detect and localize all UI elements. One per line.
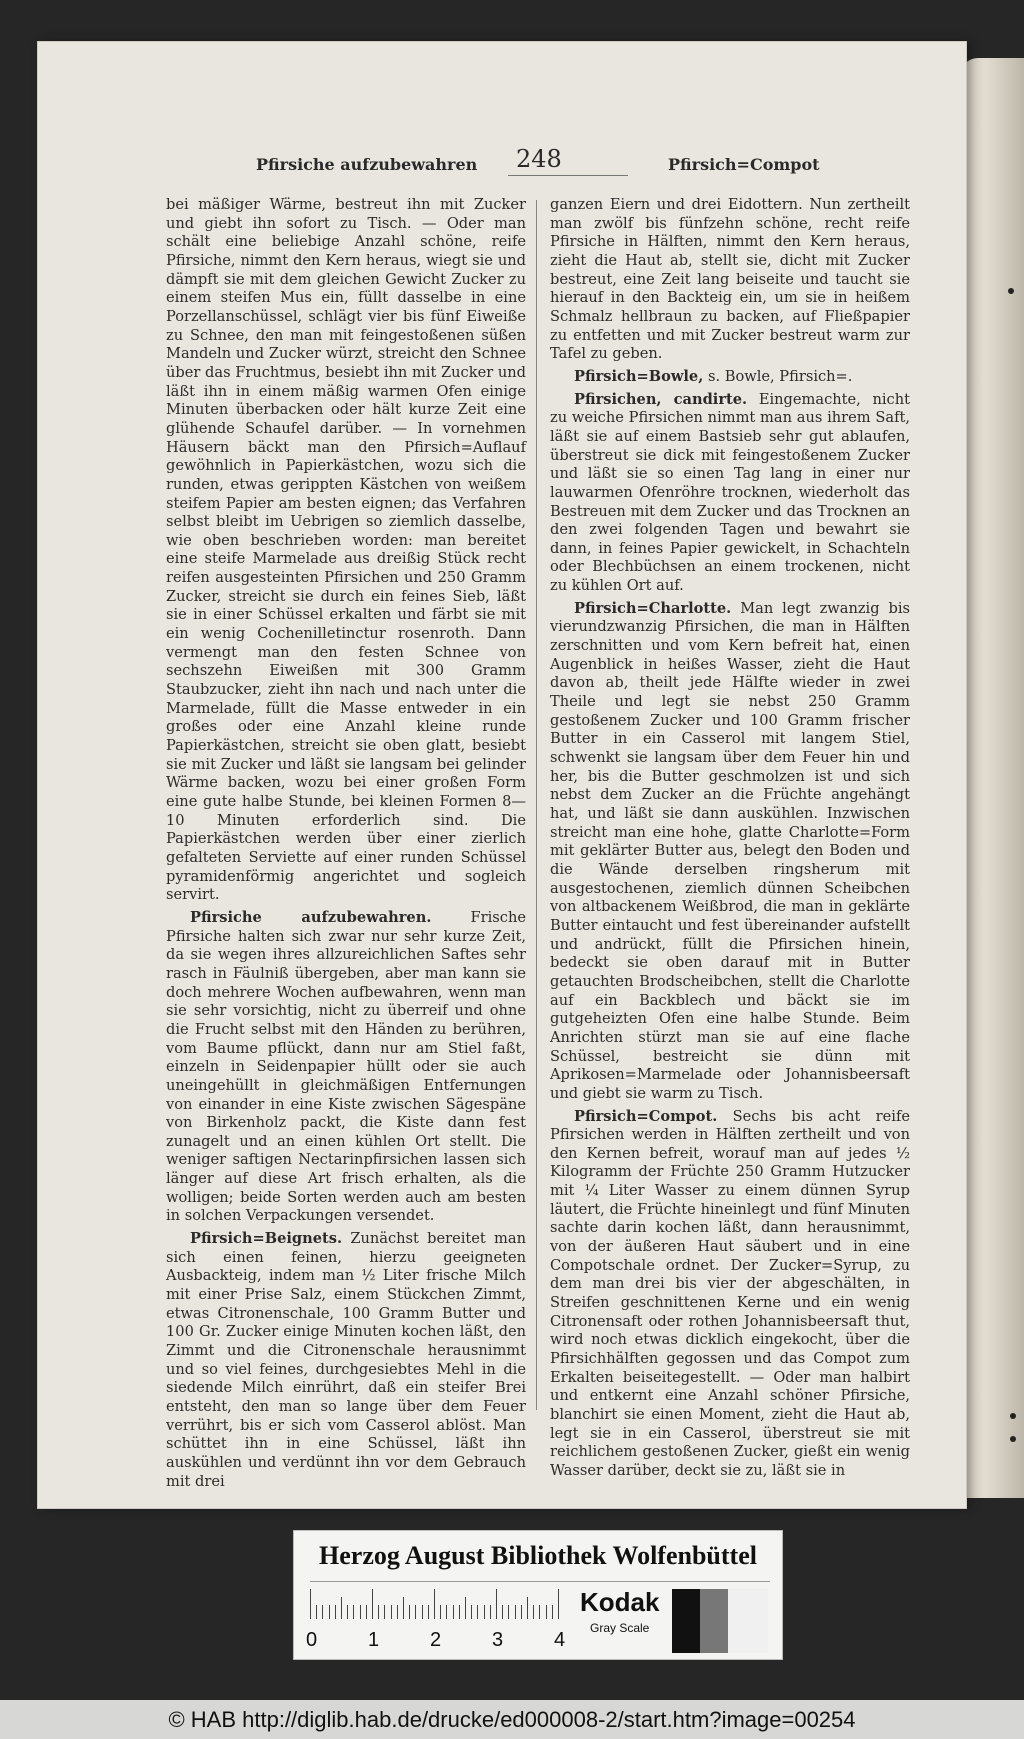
ruler-tick xyxy=(341,1597,342,1619)
ruler-tick xyxy=(533,1605,534,1619)
paragraph xyxy=(166,196,526,905)
gray-swatch xyxy=(728,1589,768,1653)
ruler-tick xyxy=(347,1605,348,1619)
entry-keyword: Pfirsich=Bowle, xyxy=(574,367,704,385)
ruler-tick xyxy=(397,1605,398,1619)
running-header xyxy=(38,145,966,185)
ruler-tick xyxy=(496,1589,497,1619)
next-page-edge xyxy=(960,58,1024,1498)
ruler-tick xyxy=(384,1605,385,1619)
ruler-tick xyxy=(515,1605,516,1619)
ruler-tick xyxy=(539,1605,540,1619)
ruler-tick xyxy=(459,1605,460,1619)
scale-number: 2 xyxy=(430,1629,442,1651)
paragraph xyxy=(166,1230,526,1491)
ruler-tick xyxy=(502,1605,503,1619)
ruler-tick xyxy=(484,1605,485,1619)
ruler-tick xyxy=(310,1589,311,1619)
paragraph xyxy=(166,909,526,1226)
ruler-tick xyxy=(322,1605,323,1619)
ruler-tick xyxy=(403,1597,404,1619)
ruler-tick xyxy=(527,1597,528,1619)
ruler-tick xyxy=(434,1589,435,1619)
column-separator xyxy=(536,200,537,1410)
paragraph-text: Eingemachte, nicht zu weiche Pfirsichen nimmt man aus ihrem Saft, läßt sie auf einem Bastsieb sehr gut ablaufen, überstreut sie dick mit feingestoßenem Zucker und läßt sie so einen Tag lang in einer nur lauwarmen Ofenröhre trocknen, wiederholt das Bestreuen mit dem Zucker und das Trocknen an den zwei folgenden Tagen und bewahrt sie dann, in feines Papier gewickelt, in Schachteln oder Blechbüchsen an einem trockenen, nicht zu kühlen Ort auf. xyxy=(550,390,910,595)
ruler-tick xyxy=(477,1605,478,1619)
ruler-tick xyxy=(521,1605,522,1619)
paragraph-text: s. Bowle, Pfirsich=. xyxy=(703,367,853,385)
entry-keyword: Pfirsich=Beignets. xyxy=(190,1230,343,1248)
ruler-tick xyxy=(329,1605,330,1619)
paragraph-text: Frische Pfirsiche halten sich zwar nur sehr kurze Zeit, da sie wegen ihres allzureichlichen Saftes sehr rasch in Fäulniß übergeben, aber man kann sie doch mehrere Wochen aufbewahren, wenn man sie sehr vorsichtig, nicht zu überreif und ohne die Frucht selbst mit den Händen zu berühren, vom Baume pflückt, dann nur am Stiel faßt, einzeln in Seidenpapier hüllt oder sie auch uneingehüllt in gleichmäßigen Entfernungen von einander in eine Kiste zwischen Sägespäne von Birkenholz packt, die Kiste dann fest zunagelt und an einen kühlen Ort stellt. Die weniger saftigen Nectarinpfirsichen lassen sich länger auf diese Art frisch erhalten, als die wolligen; beide Sorten werden auch am besten in solchen Verpackungen versendet. xyxy=(166,908,526,1225)
paragraph-text: Sechs bis acht reife Pfirsichen werden in Hälften zertheilt und von den Kernen befreit, worauf man auf jedes ½ Kilogramm der Früchte 250 Gramm Hutzucker mit ¼ Liter Wasser zu einem dünnen Syrup läutert, die Früchte hineinlegt und fünf Minuten sachte darin kochen läßt, dann herausnimmt, von der äußeren Haut säubert und in eine Compotschale ordnet. Der Zucker=Syrup, zu dem man drei bis vier der abgeschälten, in Streifen geschnittenen Kerne und ein wenig Citronensaft oder rothen Johannisbeersaft thut, wird noch etwas dicklich eingekocht, über die Pfirsichhälften gegossen und das Compot zum Erkalten beiseitegestellt. — Oder man halbirt und entkernt eine Anzahl schöner Pfirsiche, blanchirt sie einen Moment, zieht die Haut ab, legt sie in ein Casserol, überstreut sie mit reichlichem gestoßenen Zucker, gießt ein wenig Wasser darüber, deckt sie zu, läßt sie in xyxy=(550,1107,910,1479)
ruler-tick xyxy=(366,1605,367,1619)
scale-number: 1 xyxy=(368,1629,380,1651)
paragraph-text: Man legt zwanzig bis vierundzwanzig Pfirsichen, die man in Hälften zerschnitten und vom Kern befreit hat, einen Augenblick in heißes Wasser, zieht die Haut davon ab, theilt jede Hälfte wieder in zwei Theile und legt sie nebst 250 Gramm gestoßenem Zucker und 100 Gramm frischer Butter in ein Casserol mit langem Stiel, schwenkt sie langsam über dem Feuer hin und her, bis die Butter geschmolzen ist und sich nebst dem Zucker an die Früchte angehängt hat, und läßt sie dann auskühlen. Inzwischen streicht man eine hohe, glatte Charlotte=Form mit geklärter Butter aus, belegt den Boden und die Wände derselben ringsherum mit ausgestochenen, ziemlich dünnen Scheibchen von altbackenem Weißbrod, die man in geklärte Butter eintaucht und fest übereinander aufstellt und andrückt, füllt die Pfirsichen hinein, bedeckt sie oben darauf mit in Butter getauchten Brodscheibchen, stellt die Charlotte auf ein Backblech und bäckt sie im gutgeheizten Ofen eine halbe Stunde. Beim Anrichten stürzt man sie auf eine flache Schüssel, bestreicht sie dünn mit Aprikosen=Marmelade oder Johannisbeersaft und giebt sie warm zu Tisch. xyxy=(550,599,910,1102)
ruler-tick xyxy=(316,1605,317,1619)
ruler-tick xyxy=(335,1605,336,1619)
ruler-tick xyxy=(428,1605,429,1619)
edge-mark xyxy=(1010,1413,1016,1419)
ruler-tick xyxy=(552,1605,553,1619)
ruler-tick xyxy=(422,1605,423,1619)
header-right-title: Pfirsich=Compot xyxy=(668,155,820,174)
ruler-tick xyxy=(558,1589,559,1619)
entry-keyword: Pfirsich=Charlotte. xyxy=(574,599,732,617)
ruler-tick xyxy=(490,1605,491,1619)
paragraph xyxy=(550,368,910,387)
ruler-tick xyxy=(453,1605,454,1619)
ruler-scale xyxy=(310,1589,572,1619)
edge-mark xyxy=(1010,1436,1016,1442)
copyright-footer: © HAB http://diglib.hab.de/drucke/ed000008-2/start.htm?image=00254 xyxy=(0,1700,1024,1739)
ruler-tick xyxy=(546,1605,547,1619)
scale-number: 0 xyxy=(306,1629,318,1651)
paragraph-text: Zunächst bereitet man sich einen feinen, hierzu geeigneten Ausbackteig, indem man ½ Liter frische Milch mit einer Prise Salz, einem Stückchen Zimmt, etwas Citronenschale, 100 Gramm Butter und 100 Gr. Zucker einige Minuten kochen läßt, den Zimmt und die Citronenschale herausnimmt und so viel feines, durchgesiebtes Mehl in die siedende Milch einrührt, daß ein steifer Brei entsteht, den man so lange über dem Feuer verrührt, bis er sich vom Casserol ablöst. Man schüttet ihn in eine Schüssel, läßt ihn auskühlen und verdünnt ihn vor dem Gebrauch mit drei xyxy=(166,1230,526,1490)
paragraph xyxy=(550,391,910,596)
gray-scale-label: Gray Scale xyxy=(590,1621,650,1635)
book-page xyxy=(38,42,966,1508)
ruler-tick xyxy=(391,1605,392,1619)
paragraph xyxy=(550,196,910,364)
entry-keyword: Pfirsiche aufzubewahren. xyxy=(190,908,432,926)
left-column xyxy=(166,196,526,1491)
page-number: 248 xyxy=(516,145,562,173)
paragraph xyxy=(550,600,910,1104)
paragraph-text: bei mäßiger Wärme, bestreut ihn mit Zucker und giebt ihn sofort zu Tisch. — Oder man schält eine beliebige Anzahl schöne, reife Pfirsiche, nimmt den Kern heraus, wiegt sie und dämpft sie mit dem gleichen Gewicht Zucker zu einem steifen Mus ein, füllt dasselbe in eine Porzellanschüssel, schlägt vier bis fünf Eiweiße zu Schnee, den man mit feingestoßenen süßen Mandeln und Zucker würzt, streicht den Schnee über das Fruchtmus, besiebt ihn mit Zucker und läßt ihn in einem mäßig warmen Ofen einige Minuten überbacken oder hält kurze Zeit eine glühende Schaufel darüber. — In vornehmen Häusern bäckt man den Pfirsich=Auflauf gewöhnlich in Papierkästchen, wozu sich die runden, etwas gerippten Kästchen von weißem steifem Papier am besten eignen; das Verfahren selbst bleibt im Uebrigen so ziemlich dasselbe, wie oben beschrieben worden: man bereitet eine steife Marmelade aus dreißig Stück recht reifen ausgesteinten Pfirsichen und 250 Gramm Zucker, streicht sie durch ein feines Sieb, läßt sie in einer Schüssel erkalten und färbt sie mit ein wenig Cochenilletinctur rosenroth. Dann vermengt man den festen Schnee von sechszehn Eiweißen mit 300 Gramm Staubzucker, zieht ihn nach und nach unter die Marmelade, füllt die Masse entweder in ein großes oder eine Anzahl kleine runde Papierkästchen, streicht sie oben glatt, besiebt sie mit Zucker und läßt sie langsam bei gelinder Wärme backen, wozu bei einer großen Form eine gute halbe Stunde, bei kleinen Formen 8—10 Minuten erforderlich sind. Die Papierkästchen werden über einer zierlich gefalteten Serviette auf einer runden Schüssel pyramidenförmig angerichtet und sogleich servirt. xyxy=(166,196,526,904)
ruler-tick xyxy=(409,1605,410,1619)
library-name: Herzog August Bibliothek Wolfenbüttel xyxy=(319,1541,757,1570)
ruler-tick xyxy=(360,1605,361,1619)
entry-keyword: Pfirsichen, candirte. xyxy=(574,390,748,408)
gray-swatch xyxy=(672,1589,700,1653)
ruler-tick xyxy=(415,1605,416,1619)
ruler-tick xyxy=(440,1605,441,1619)
paragraph xyxy=(550,1108,910,1481)
scale-number: 3 xyxy=(492,1629,504,1651)
header-rule xyxy=(508,175,628,176)
entry-keyword: Pfirsich=Compot. xyxy=(574,1107,718,1125)
header-left-title: Pfirsiche aufzubewahren xyxy=(256,155,478,174)
library-color-card xyxy=(293,1530,783,1660)
kodak-logo: Kodak xyxy=(580,1587,660,1617)
ruler-tick xyxy=(508,1605,509,1619)
ruler-tick xyxy=(471,1605,472,1619)
gray-swatch xyxy=(700,1589,728,1653)
ruler-tick xyxy=(378,1605,379,1619)
scale-number: 4 xyxy=(554,1629,566,1651)
card-divider xyxy=(310,1581,770,1582)
ruler-tick xyxy=(353,1605,354,1619)
ruler-tick xyxy=(465,1597,466,1619)
edge-mark xyxy=(1008,288,1014,294)
right-column xyxy=(550,196,910,1481)
ruler-tick xyxy=(372,1589,373,1619)
ruler-tick xyxy=(446,1605,447,1619)
paragraph-text: ganzen Eiern und drei Eidottern. Nun zertheilt man zwölf bis fünfzehn schöne, recht reife Pfirsiche in Hälften, nimmt den Kern heraus, zieht die Haut ab, stellt sie, dicht mit Zucker bestreut, eine Zeit lang beiseite und taucht sie hierauf in den Backteig ein, um sie in heißem Schmalz hellbraun zu backen, auf Fließpapier zu entfetten und mit Zucker bestreut warm zur Tafel zu geben. xyxy=(550,196,910,363)
